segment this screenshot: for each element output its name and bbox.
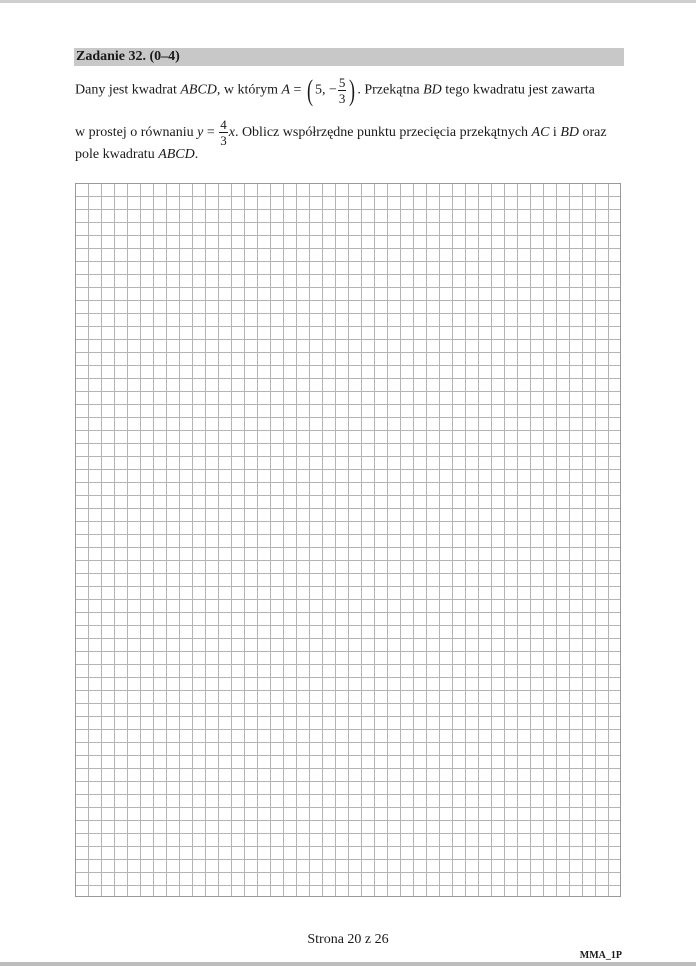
page-number: Strona 20 z 26 — [307, 932, 389, 947]
text: i — [549, 125, 561, 140]
left-paren: ( — [306, 73, 313, 107]
top-edge — [0, 0, 696, 3]
exam-code: MMA_1P — [579, 950, 622, 961]
diagonal-bd: BD — [423, 82, 442, 98]
answer-grid[interactable] — [75, 183, 621, 897]
problem-line-3 — [75, 145, 198, 165]
text: . — [194, 147, 199, 162]
text: Dany jest kwadrat — [75, 82, 181, 98]
text: . Przekątna — [357, 82, 424, 98]
fraction-four-thirds — [219, 118, 228, 147]
diagonal-ac: AC — [531, 125, 550, 140]
text: pole kwadratu — [75, 147, 159, 162]
text: w prostej o równaniu — [75, 125, 198, 140]
problem-line-1 — [75, 73, 595, 107]
square-name: ABCD — [158, 147, 195, 162]
right-paren: ) — [349, 73, 356, 107]
x-var: x — [228, 125, 235, 140]
denominator: 3 — [220, 133, 227, 149]
fraction-five-thirds — [338, 76, 347, 105]
text: . Oblicz współrzędne punktu przecięcia przekątnych — [234, 125, 532, 140]
task-header: Zadanie 32. (0–4) — [74, 48, 624, 66]
numerator: 5 — [338, 75, 346, 90]
point-a-var: A — [281, 82, 291, 98]
text: oraz — [578, 125, 607, 140]
denominator: 3 — [338, 91, 346, 106]
equals: = — [203, 125, 219, 140]
square-name: ABCD — [180, 82, 217, 98]
bottom-edge — [0, 962, 696, 966]
numerator: 4 — [220, 117, 227, 133]
x-coordinate: 5, − — [314, 82, 337, 98]
y-var: y — [197, 125, 204, 140]
text: tego kwadratu jest zawarta — [441, 82, 595, 98]
text: , w którym — [216, 82, 282, 98]
equals: = — [290, 82, 305, 98]
diagonal-bd: BD — [560, 125, 579, 140]
